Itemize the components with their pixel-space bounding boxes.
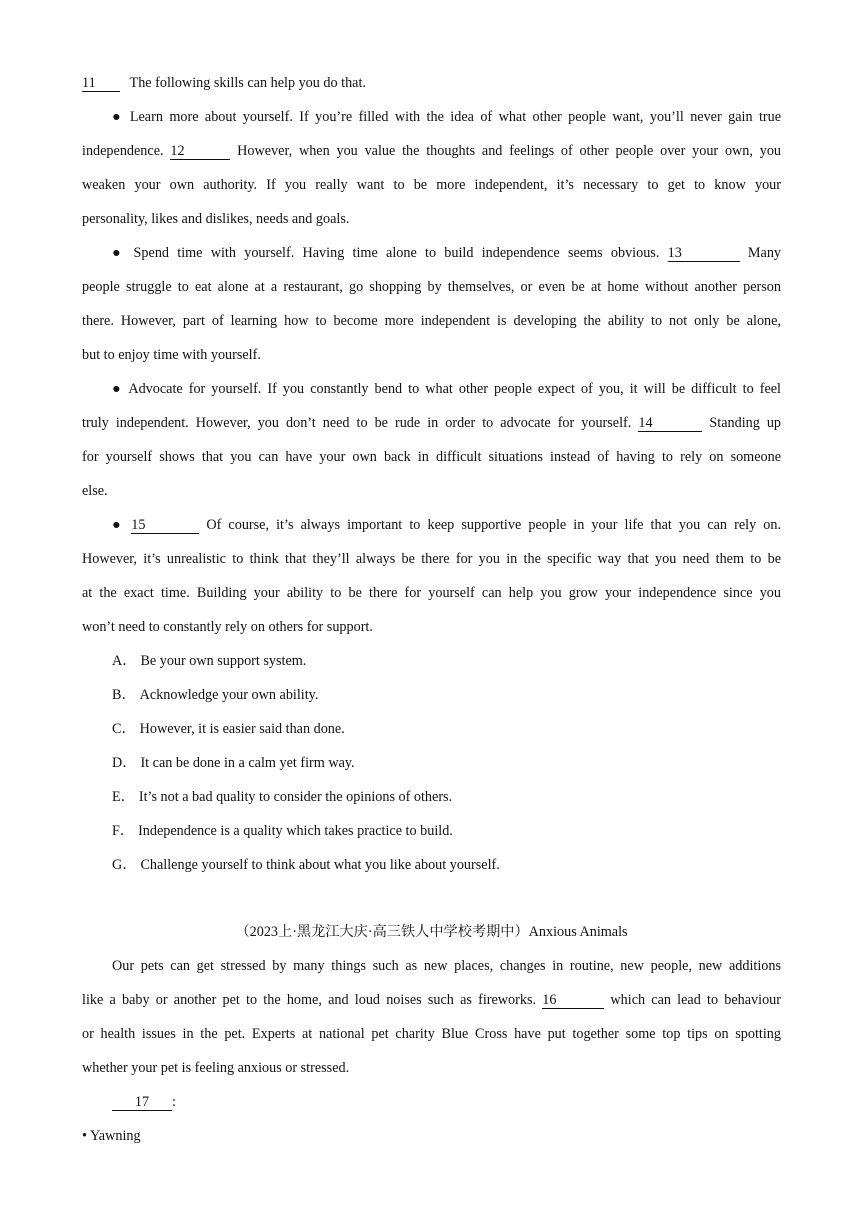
option-text: It’s not a bad quality to consider the opinions of others. xyxy=(138,789,453,805)
passage2-line-2-pre: like a baby or another pet to the home, and loud noises such as fireworks. xyxy=(82,992,537,1008)
option-text: Acknowledge your own ability. xyxy=(139,687,319,703)
option-c xyxy=(82,712,781,746)
skill1-line-1: ● Learn more about yourself. If you’re filled with the idea of what other people want, you’ll never gain true xyxy=(112,109,781,125)
passage-anxious-animals xyxy=(82,915,781,1153)
passage2-line-2-post: which can lead to behaviour xyxy=(610,992,781,1008)
answer-blank-17: 17 xyxy=(112,1094,172,1111)
passage-heading: （2023上·黑龙江大庆·高三铁人中学校考期中）Anxious Animals xyxy=(235,924,628,940)
option-d xyxy=(82,746,781,780)
option-text: Independence is a quality which takes practice to build. xyxy=(138,823,453,839)
colon: : xyxy=(172,1094,176,1110)
passage2-line-4: whether your pet is feeling anxious or stressed. xyxy=(82,1060,350,1076)
paragraph-11-text: The following skills can help you do that. xyxy=(129,75,366,91)
skill-advocate xyxy=(82,372,781,508)
option-label: F． xyxy=(112,823,135,839)
skill2-line-3: there. However, part of learning how to become more independent is developing the ability to not only be alone, xyxy=(82,313,781,329)
section-spacer xyxy=(82,882,781,915)
option-text: It can be done in a calm yet firm way. xyxy=(140,755,355,771)
answer-options xyxy=(82,644,781,882)
skill4-line-3: at the exact time. Building your ability to be there for yourself can help you grow your independence since you xyxy=(82,585,781,601)
skill2-line-1 xyxy=(82,236,781,270)
option-e xyxy=(82,780,781,814)
skill2-line-1-post: Many xyxy=(747,245,782,261)
passage2-line-1: Our pets can get stressed by many things such as new places, changes in routine, new people, new additions xyxy=(112,958,781,974)
answer-blank-12: 12 xyxy=(170,143,230,160)
skill-learn-about-yourself xyxy=(82,100,781,236)
skill1-line-2-post: However, when you value the thoughts and feelings of other people over your own, you xyxy=(237,143,782,159)
option-label: G． xyxy=(112,857,137,873)
skill4-line-4: won’t need to constantly rely on others for support. xyxy=(82,619,373,635)
skill2-line-2: people struggle to eat alone at a restaurant, go shopping by themselves, or even be at home without another person xyxy=(82,279,781,295)
skill2-line-4: but to enjoy time with yourself. xyxy=(82,347,261,363)
answer-blank-11: 11 xyxy=(82,75,120,92)
passage2-line-2 xyxy=(82,983,781,1017)
skill1-line-2-pre: independence. xyxy=(82,143,164,159)
skill1-line-3: weaken your own authority. If you really want to be more independent, it’s necessary to get to know your xyxy=(82,177,781,193)
option-b xyxy=(82,678,781,712)
skill4-line-1-post: Of course, it’s always important to keep supportive people in your life that you can rely on. xyxy=(206,517,782,533)
paragraph-11 xyxy=(82,66,781,100)
list-item: • Yawning xyxy=(82,1128,141,1144)
passage2-subheading-17 xyxy=(82,1085,781,1119)
skill4-line-2: However, it’s unrealistic to think that they’ll always be there for you in the specific way that you need them to be xyxy=(82,551,781,567)
document-body xyxy=(82,66,781,1153)
bullet-icon: ● xyxy=(112,517,125,533)
answer-blank-16: 16 xyxy=(542,992,604,1009)
skill3-line-1: ● Advocate for yourself. If you constantly bend to what other people expect of you, it will be difficult to feel xyxy=(112,381,781,397)
option-text: Challenge yourself to think about what you like about yourself. xyxy=(140,857,500,873)
skill3-line-3: for yourself shows that you can have your own back in difficult situations instead of having to rely on someone xyxy=(82,449,781,465)
skill3-line-2-post: Standing up xyxy=(709,415,782,431)
skill4-line-1 xyxy=(82,508,781,542)
skill1-line-4: personality, likes and dislikes, needs and goals. xyxy=(82,211,350,227)
option-text: Be your own support system. xyxy=(140,653,307,669)
option-g xyxy=(82,848,781,882)
skill-spend-time-alone xyxy=(82,236,781,372)
skill2-line-1-pre: ● Spend time with yourself. Having time alone to build independence seems obvious. xyxy=(112,245,660,261)
option-label: A． xyxy=(112,653,137,669)
answer-blank-14: 14 xyxy=(638,415,702,432)
skill-support-system xyxy=(82,508,781,644)
option-label: C． xyxy=(112,721,136,737)
option-text: However, it is easier said than done. xyxy=(139,721,345,737)
skill3-line-2 xyxy=(82,406,781,440)
answer-blank-13: 13 xyxy=(668,245,740,262)
option-a xyxy=(82,644,781,678)
passage2-line-3: or health issues in the pet. Experts at national pet charity Blue Cross have put together some top tips on spotting xyxy=(82,1026,781,1042)
option-label: D． xyxy=(112,755,137,771)
skill3-line-4: else. xyxy=(82,483,108,499)
option-f xyxy=(82,814,781,848)
answer-blank-15: 15 xyxy=(131,517,199,534)
skill1-line-2 xyxy=(82,134,781,168)
option-label: E． xyxy=(112,789,135,805)
skill3-line-2-pre: truly independent. However, you don’t need to be rude in order to advocate for yourself. xyxy=(82,415,632,431)
option-label: B． xyxy=(112,687,136,703)
